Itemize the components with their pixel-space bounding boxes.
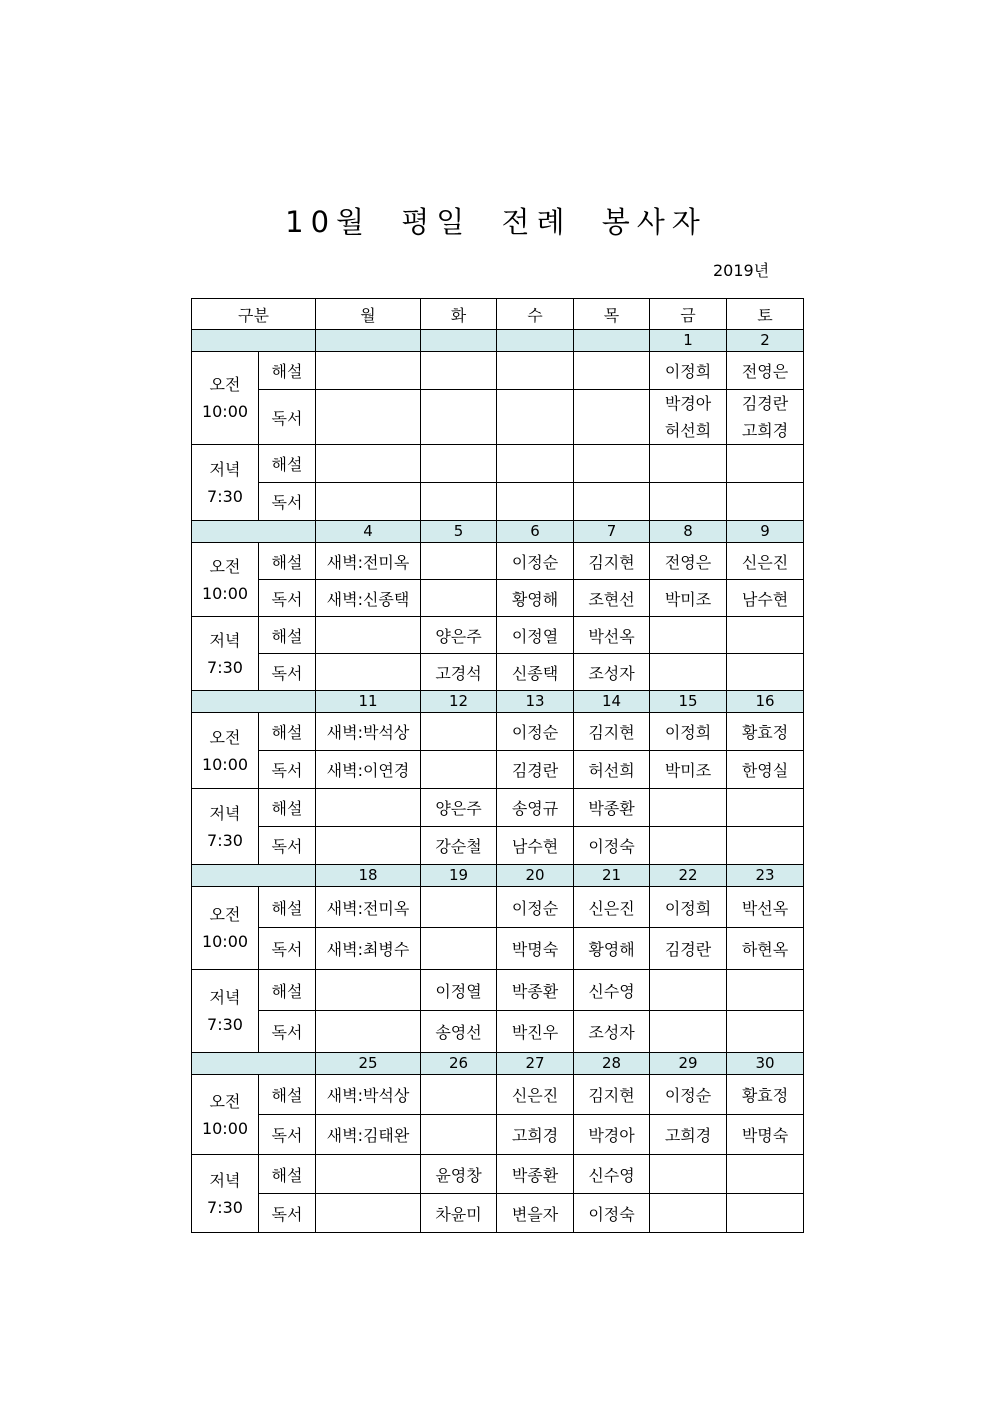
volunteer-cell: 박종환	[497, 970, 574, 1011]
volunteer-cell: 황효정	[727, 713, 804, 751]
volunteer-cell: 신종택	[497, 654, 574, 691]
date-row	[192, 1053, 804, 1075]
volunteer-cell: 조현선	[574, 580, 650, 617]
volunteer-cell	[727, 789, 804, 827]
date-cell: 27	[497, 1053, 574, 1075]
volunteer-cell	[650, 483, 727, 521]
date-cell: 7	[574, 521, 650, 543]
date-cell: 1	[650, 330, 727, 352]
volunteer-cell: 윤영창	[421, 1155, 497, 1194]
volunteer-cell	[650, 445, 727, 483]
schedule-row	[192, 970, 804, 1011]
volunteer-cell: 새벽:이연경	[316, 751, 421, 789]
evening-mass	[192, 445, 259, 521]
date-row	[192, 521, 804, 543]
date-row-blank	[192, 691, 316, 713]
schedule-row	[192, 1011, 804, 1053]
volunteer-cell	[421, 928, 497, 970]
volunteer-cell	[421, 1075, 497, 1115]
header-day: 수	[497, 299, 574, 330]
commentary-role-label: 해설	[259, 1155, 316, 1194]
volunteer-cell	[727, 1011, 804, 1053]
volunteer-cell: 이정희	[650, 713, 727, 751]
volunteer-cell: 이정순	[497, 713, 574, 751]
volunteer-cell: 박선옥	[727, 887, 804, 928]
schedule-row	[192, 445, 804, 483]
volunteer-cell: 이정열	[421, 970, 497, 1011]
volunteer-cell: 변을자	[497, 1194, 574, 1233]
date-cell	[421, 330, 497, 352]
commentary-role-label: 해설	[259, 617, 316, 654]
volunteer-cell	[497, 390, 574, 445]
volunteer-cell: 한영실	[727, 751, 804, 789]
date-cell: 2	[727, 330, 804, 352]
volunteer-cell	[727, 654, 804, 691]
schedule-row	[192, 1155, 804, 1194]
date-cell: 19	[421, 865, 497, 887]
volunteer-cell: 박종환	[497, 1155, 574, 1194]
volunteer-cell: 새벽:최병수	[316, 928, 421, 970]
volunteer-name: 고희경	[741, 421, 789, 440]
volunteer-cell	[421, 887, 497, 928]
volunteer-cell	[650, 1155, 727, 1194]
morning-mass	[192, 352, 259, 445]
evening-mass-label: 저녁	[209, 803, 241, 823]
volunteer-cell	[316, 654, 421, 691]
morning-mass	[192, 713, 259, 789]
date-cell: 26	[421, 1053, 497, 1075]
volunteer-cell: 박미조	[650, 751, 727, 789]
volunteer-cell: 이정순	[497, 543, 574, 580]
schedule-row	[192, 713, 804, 751]
morning-mass	[192, 543, 259, 617]
morning-mass-label: 오전	[209, 727, 241, 747]
volunteer-cell	[421, 713, 497, 751]
date-cell: 28	[574, 1053, 650, 1075]
volunteer-cell	[650, 1011, 727, 1053]
schedule-row	[192, 827, 804, 865]
schedule-row	[192, 580, 804, 617]
evening-mass-time: 7:30	[207, 486, 243, 506]
volunteer-name: 김경란	[741, 394, 789, 413]
schedule-row	[192, 1115, 804, 1155]
volunteer-cell: 황영해	[497, 580, 574, 617]
volunteer-cell	[650, 617, 727, 654]
commentary-role-label: 해설	[259, 887, 316, 928]
reading-role-label: 독서	[259, 827, 316, 865]
reading-role-label: 독서	[259, 751, 316, 789]
volunteer-cell	[316, 827, 421, 865]
schedule-row	[192, 654, 804, 691]
volunteer-cell	[650, 789, 727, 827]
date-cell: 11	[316, 691, 421, 713]
volunteer-cell: 남수현	[497, 827, 574, 865]
volunteer-cell	[421, 445, 497, 483]
reading-role-label: 독서	[259, 580, 316, 617]
date-row-blank	[192, 865, 316, 887]
volunteer-cell	[727, 483, 804, 521]
date-cell: 8	[650, 521, 727, 543]
date-cell: 6	[497, 521, 574, 543]
volunteer-cell	[316, 483, 421, 521]
volunteer-cell: 이정희	[650, 352, 727, 390]
volunteer-cell: 박명숙	[727, 1115, 804, 1155]
volunteer-cell	[727, 445, 804, 483]
header-day: 금	[650, 299, 727, 330]
volunteer-cell: 김지현	[574, 1075, 650, 1115]
volunteer-cell	[727, 1155, 804, 1194]
date-cell: 20	[497, 865, 574, 887]
year-label: 2019년	[713, 261, 770, 280]
evening-mass-time: 7:30	[207, 657, 243, 677]
volunteer-cell: 새벽:박석상	[316, 1075, 421, 1115]
volunteer-cell: 김경란	[650, 928, 727, 970]
volunteer-cell	[497, 445, 574, 483]
date-cell: 23	[727, 865, 804, 887]
volunteer-cell	[574, 390, 650, 445]
schedule-row	[192, 483, 804, 521]
volunteer-cell: 이정숙	[574, 1194, 650, 1233]
volunteer-cell: 송영규	[497, 789, 574, 827]
commentary-role-label: 해설	[259, 970, 316, 1011]
reading-role-label: 독서	[259, 1194, 316, 1233]
volunteer-cell: 전영은	[727, 352, 804, 390]
date-row	[192, 865, 804, 887]
schedule-row	[192, 751, 804, 789]
volunteer-cell	[316, 1011, 421, 1053]
volunteer-cell: 새벽:신종택	[316, 580, 421, 617]
volunteer-cell	[727, 1194, 804, 1233]
morning-mass-time: 10:00	[201, 754, 249, 774]
date-cell: 25	[316, 1053, 421, 1075]
volunteer-cell: 고희경	[497, 1115, 574, 1155]
volunteer-cell: 박진우	[497, 1011, 574, 1053]
volunteer-cell: 새벽:박석상	[316, 713, 421, 751]
volunteer-cell: 고경석	[421, 654, 497, 691]
volunteer-cell: 김지현	[574, 713, 650, 751]
volunteer-cell: 신은진	[497, 1075, 574, 1115]
volunteer-cell	[421, 483, 497, 521]
volunteer-cell	[316, 390, 421, 445]
volunteer-cell	[650, 970, 727, 1011]
volunteer-cell	[650, 827, 727, 865]
evening-mass-label: 저녁	[209, 630, 241, 650]
volunteer-cell: 이정열	[497, 617, 574, 654]
volunteer-cell: 새벽:김태완	[316, 1115, 421, 1155]
volunteer-cell: 김경란	[497, 751, 574, 789]
volunteer-cell: 황효정	[727, 1075, 804, 1115]
date-cell: 22	[650, 865, 727, 887]
volunteer-cell: 이정순	[650, 1075, 727, 1115]
volunteer-cell	[421, 1115, 497, 1155]
volunteer-cell	[316, 970, 421, 1011]
volunteer-cell: 신수영	[574, 970, 650, 1011]
volunteer-cell: 남수현	[727, 580, 804, 617]
schedule-row	[192, 928, 804, 970]
date-cell: 13	[497, 691, 574, 713]
volunteer-cell	[316, 1194, 421, 1233]
volunteer-cell	[574, 483, 650, 521]
evening-mass-label: 저녁	[209, 1170, 241, 1190]
volunteer-name: 허선희	[664, 421, 712, 440]
volunteer-cell	[316, 1155, 421, 1194]
volunteer-cell: 황영해	[574, 928, 650, 970]
commentary-role-label: 해설	[259, 543, 316, 580]
volunteer-cell: 전영은	[650, 543, 727, 580]
evening-mass-time: 7:30	[207, 830, 243, 850]
date-cell	[574, 330, 650, 352]
volunteer-cell	[727, 390, 804, 445]
date-cell: 18	[316, 865, 421, 887]
schedule-row	[192, 887, 804, 928]
date-cell: 14	[574, 691, 650, 713]
volunteer-cell: 박선옥	[574, 617, 650, 654]
evening-mass	[192, 617, 259, 691]
header-day: 월	[316, 299, 421, 330]
reading-role-label: 독서	[259, 1011, 316, 1053]
volunteer-cell	[650, 1194, 727, 1233]
volunteer-cell: 하현옥	[727, 928, 804, 970]
evening-mass-label: 저녁	[209, 459, 241, 479]
volunteer-cell	[497, 352, 574, 390]
schedule-row	[192, 617, 804, 654]
morning-mass-label: 오전	[209, 905, 241, 924]
header-day: 목	[574, 299, 650, 330]
morning-mass-time: 10:00	[201, 583, 249, 603]
volunteer-cell: 이정숙	[574, 827, 650, 865]
schedule-row	[192, 390, 804, 445]
volunteer-cell	[421, 390, 497, 445]
morning-mass-time: 10:00	[201, 932, 249, 951]
volunteer-cell	[497, 483, 574, 521]
header-row	[192, 299, 804, 330]
volunteer-cell: 이정순	[497, 887, 574, 928]
date-cell: 15	[650, 691, 727, 713]
volunteer-cell: 이정희	[650, 887, 727, 928]
volunteer-cell	[574, 352, 650, 390]
volunteer-cell: 차윤미	[421, 1194, 497, 1233]
volunteer-cell	[727, 827, 804, 865]
date-cell: 5	[421, 521, 497, 543]
volunteer-cell	[421, 751, 497, 789]
volunteer-cell: 조성자	[574, 654, 650, 691]
volunteer-cell: 신은진	[727, 543, 804, 580]
schedule-table	[191, 298, 804, 1233]
volunteer-cell	[421, 580, 497, 617]
commentary-role-label: 해설	[259, 789, 316, 827]
date-row-blank	[192, 521, 316, 543]
volunteer-cell	[316, 445, 421, 483]
volunteer-cell: 박명숙	[497, 928, 574, 970]
schedule-row	[192, 1075, 804, 1115]
header-category: 구분	[192, 299, 316, 330]
volunteer-cell: 박경아	[574, 1115, 650, 1155]
header-day: 토	[727, 299, 804, 330]
schedule-row	[192, 789, 804, 827]
date-row-blank	[192, 1053, 316, 1075]
evening-mass	[192, 970, 259, 1053]
evening-mass-time: 7:30	[207, 1197, 243, 1217]
date-row	[192, 691, 804, 713]
volunteer-cell: 양은주	[421, 617, 497, 654]
reading-role-label: 독서	[259, 1115, 316, 1155]
date-cell: 21	[574, 865, 650, 887]
volunteer-cell	[421, 543, 497, 580]
header-day: 화	[421, 299, 497, 330]
reading-role-label: 독서	[259, 483, 316, 521]
date-cell	[497, 330, 574, 352]
reading-role-label: 독서	[259, 390, 316, 445]
morning-mass-time: 10:00	[201, 402, 249, 421]
date-cell	[316, 330, 421, 352]
evening-mass	[192, 789, 259, 865]
schedule-row	[192, 352, 804, 390]
volunteer-cell: 송영선	[421, 1011, 497, 1053]
volunteer-cell: 신수영	[574, 1155, 650, 1194]
date-cell: 12	[421, 691, 497, 713]
commentary-role-label: 해설	[259, 445, 316, 483]
date-row	[192, 330, 804, 352]
volunteer-cell: 새벽:전미옥	[316, 543, 421, 580]
date-cell: 29	[650, 1053, 727, 1075]
volunteer-cell: 신은진	[574, 887, 650, 928]
morning-mass-label: 오전	[209, 1091, 241, 1111]
volunteer-cell	[650, 390, 727, 445]
evening-mass-label: 저녁	[209, 988, 241, 1007]
volunteer-cell	[316, 617, 421, 654]
volunteer-cell: 강순철	[421, 827, 497, 865]
volunteer-cell: 김지현	[574, 543, 650, 580]
volunteer-cell	[316, 789, 421, 827]
schedule-row	[192, 1194, 804, 1233]
date-cell: 4	[316, 521, 421, 543]
morning-mass	[192, 1075, 259, 1155]
morning-mass	[192, 887, 259, 970]
volunteer-cell: 박종환	[574, 789, 650, 827]
volunteer-cell	[727, 970, 804, 1011]
volunteer-cell: 조성자	[574, 1011, 650, 1053]
morning-mass-label: 오전	[209, 375, 241, 394]
date-row-blank	[192, 330, 316, 352]
volunteer-cell: 양은주	[421, 789, 497, 827]
volunteer-cell	[421, 352, 497, 390]
page-title: 10월 평일 전례 봉사자	[285, 205, 707, 239]
reading-role-label: 독서	[259, 654, 316, 691]
evening-mass	[192, 1155, 259, 1233]
date-cell: 16	[727, 691, 804, 713]
date-cell: 30	[727, 1053, 804, 1075]
commentary-role-label: 해설	[259, 1075, 316, 1115]
volunteer-cell	[316, 352, 421, 390]
morning-mass-label: 오전	[209, 556, 241, 576]
volunteer-cell	[574, 445, 650, 483]
morning-mass-time: 10:00	[201, 1118, 249, 1138]
volunteer-name: 박경아	[664, 394, 712, 413]
volunteer-cell: 박미조	[650, 580, 727, 617]
commentary-role-label: 해설	[259, 713, 316, 751]
volunteer-cell	[727, 617, 804, 654]
evening-mass-time: 7:30	[207, 1015, 243, 1034]
date-cell: 9	[727, 521, 804, 543]
volunteer-cell	[650, 654, 727, 691]
volunteer-cell: 새벽:전미옥	[316, 887, 421, 928]
reading-role-label: 독서	[259, 928, 316, 970]
commentary-role-label: 해설	[259, 352, 316, 390]
volunteer-cell: 허선희	[574, 751, 650, 789]
schedule-row	[192, 543, 804, 580]
volunteer-cell: 고희경	[650, 1115, 727, 1155]
